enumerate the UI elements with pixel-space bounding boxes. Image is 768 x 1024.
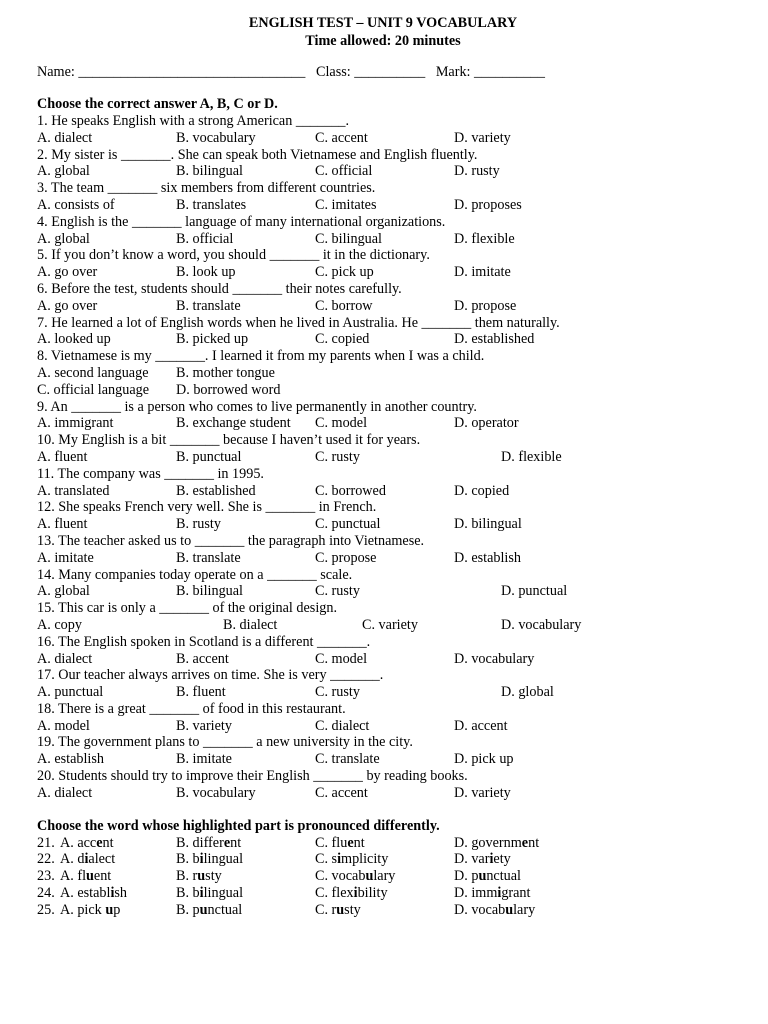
option-d[interactable]: D. imitate bbox=[454, 264, 511, 281]
option-c[interactable]: C. model bbox=[315, 415, 368, 432]
option-c[interactable] bbox=[315, 835, 365, 852]
option-a[interactable] bbox=[60, 902, 120, 919]
time-allowed: Time allowed: 20 minutes bbox=[305, 33, 461, 49]
word-part: alect bbox=[88, 851, 116, 868]
answer-options bbox=[37, 651, 737, 668]
option-a[interactable]: A. fluent bbox=[37, 516, 88, 533]
option-d[interactable]: D. borrowed word bbox=[176, 381, 281, 398]
highlighted-letters: i bbox=[489, 851, 494, 868]
option-a[interactable]: A. global bbox=[37, 230, 90, 247]
highlighted-letters: i bbox=[199, 885, 204, 902]
highlighted-letters: i bbox=[337, 851, 342, 868]
option-c[interactable]: C. accent bbox=[315, 129, 368, 146]
option-b[interactable]: B. mother tongue bbox=[176, 364, 275, 381]
option-a[interactable]: A. go over bbox=[37, 297, 98, 314]
word-part: C. flu bbox=[315, 834, 348, 851]
question-text: 8. Vietnamese is my _______. I learned it from my parents when I was a child. bbox=[37, 348, 485, 365]
option-a[interactable] bbox=[60, 835, 114, 852]
answer-options bbox=[37, 163, 737, 180]
option-a[interactable] bbox=[60, 885, 127, 902]
option-b[interactable]: B. punctual bbox=[176, 448, 242, 465]
highlighted-letters: u bbox=[478, 868, 487, 885]
answer-options bbox=[37, 718, 737, 735]
option-b[interactable]: B. variety bbox=[176, 717, 232, 734]
highlighted-letters: u bbox=[365, 868, 374, 885]
option-c[interactable]: C. rusty bbox=[315, 448, 360, 465]
word-part: bility bbox=[357, 885, 388, 902]
option-a[interactable]: A. dialect bbox=[37, 784, 93, 801]
option-c[interactable]: C. accent bbox=[315, 784, 368, 801]
word-part: sh bbox=[114, 885, 128, 902]
section-2-heading: Choose the word whose highlighted part is pronounced differently. bbox=[37, 817, 440, 834]
word-part: B. p bbox=[176, 901, 200, 918]
option-b[interactable]: B. translate bbox=[176, 549, 241, 566]
word-part: grant bbox=[501, 885, 531, 902]
word-part: p bbox=[113, 901, 121, 918]
option-c[interactable] bbox=[315, 868, 395, 885]
word-part: D. vocab bbox=[454, 901, 506, 918]
word-part: nt bbox=[353, 834, 365, 851]
option-b[interactable]: B. official bbox=[176, 230, 234, 247]
answer-options-row bbox=[37, 365, 737, 382]
option-d[interactable] bbox=[454, 885, 530, 902]
answer-options bbox=[37, 449, 737, 466]
answer-options-row bbox=[37, 382, 737, 399]
option-c[interactable]: C. bilingual bbox=[315, 230, 382, 247]
highlighted-letters: u bbox=[505, 901, 514, 918]
option-b[interactable]: B. bilingual bbox=[176, 583, 243, 600]
word-part: A. fl bbox=[60, 868, 87, 885]
option-d[interactable] bbox=[454, 902, 535, 919]
question-text: 16. The English spoken in Scotland is a different _______. bbox=[37, 633, 371, 650]
option-d[interactable]: D. punctual bbox=[501, 583, 568, 600]
option-c[interactable] bbox=[315, 851, 388, 868]
option-d[interactable]: D. variety bbox=[454, 784, 511, 801]
option-b[interactable] bbox=[176, 835, 241, 852]
word-part: C. vocab bbox=[315, 868, 366, 885]
option-d[interactable] bbox=[454, 868, 521, 885]
highlighted-letters: u bbox=[197, 868, 206, 885]
option-d[interactable]: D. flexible bbox=[454, 230, 515, 247]
option-b[interactable]: B. look up bbox=[176, 264, 236, 281]
worksheet-page bbox=[37, 14, 737, 919]
word-part: ety bbox=[493, 851, 511, 868]
word-part: C. r bbox=[315, 901, 337, 918]
option-d[interactable] bbox=[454, 851, 511, 868]
option-d[interactable]: D. vocabulary bbox=[454, 650, 535, 667]
pronunciation-question bbox=[37, 835, 737, 852]
question-text: 11. The company was _______ in 1995. bbox=[37, 465, 264, 482]
option-a[interactable]: A. dialect bbox=[37, 650, 93, 667]
word-part: C. s bbox=[315, 851, 338, 868]
option-c[interactable]: C. dialect bbox=[315, 717, 370, 734]
answer-options bbox=[37, 130, 737, 147]
answer-options bbox=[37, 483, 737, 500]
option-b[interactable]: B. translates bbox=[176, 196, 247, 213]
option-c[interactable]: C. rusty bbox=[315, 684, 360, 701]
highlighted-letters: u bbox=[199, 901, 208, 918]
question-text: 5. If you don’t know a word, you should _______ it in the dictionary. bbox=[37, 247, 430, 264]
option-d[interactable]: D. bilingual bbox=[454, 516, 522, 533]
pronunciation-question bbox=[37, 902, 737, 919]
answer-options bbox=[37, 231, 737, 248]
option-b[interactable]: B. vocabulary bbox=[176, 129, 256, 146]
option-d[interactable]: D. global bbox=[501, 684, 554, 701]
question-number: 25. bbox=[37, 901, 55, 918]
question-text: 9. An _______ is a person who comes to live permanently in another country. bbox=[37, 398, 477, 415]
highlighted-letters: i bbox=[199, 851, 204, 868]
option-a[interactable]: A. imitate bbox=[37, 549, 94, 566]
option-a[interactable]: A. second language bbox=[37, 364, 149, 381]
option-c[interactable]: C. propose bbox=[315, 549, 377, 566]
option-b[interactable]: B. bilingual bbox=[176, 163, 243, 180]
answer-options bbox=[37, 516, 737, 533]
question-text: 2. My sister is _______. She can speak both Vietnamese and English fluently. bbox=[37, 146, 478, 163]
question-text: 18. There is a great _______ of food in this restaurant. bbox=[37, 700, 346, 717]
option-c[interactable]: C. borrow bbox=[315, 297, 373, 314]
option-a[interactable] bbox=[60, 851, 115, 868]
word-part: nctual bbox=[486, 868, 521, 885]
option-c[interactable]: C. translate bbox=[315, 751, 380, 768]
option-c[interactable]: C. model bbox=[315, 650, 368, 667]
option-d[interactable]: D. accent bbox=[454, 717, 508, 734]
option-c[interactable]: C. official language bbox=[37, 381, 150, 398]
question-text: 17. Our teacher always arrives on time. She is very _______. bbox=[37, 667, 384, 684]
page-title: ENGLISH TEST – UNIT 9 VOCABULARY bbox=[248, 15, 518, 31]
word-part: B. b bbox=[176, 851, 200, 868]
option-b[interactable]: B. imitate bbox=[176, 751, 232, 768]
option-b[interactable]: B. picked up bbox=[176, 331, 249, 348]
option-d[interactable]: D. pick up bbox=[454, 751, 514, 768]
word-part: A. pick bbox=[60, 901, 106, 918]
word-part: sty bbox=[205, 868, 222, 885]
word-part: C. flex bbox=[315, 885, 354, 902]
answer-options bbox=[37, 415, 737, 432]
option-c[interactable] bbox=[315, 902, 361, 919]
word-part: ent bbox=[93, 868, 112, 885]
question-text: 19. The government plans to _______ a new university in the city. bbox=[37, 734, 413, 751]
highlighted-letters: i bbox=[110, 885, 115, 902]
option-c[interactable]: C. borrowed bbox=[315, 482, 386, 499]
word-part: D. imm bbox=[454, 885, 498, 902]
option-d[interactable]: D. propose bbox=[454, 297, 517, 314]
option-d[interactable]: D. proposes bbox=[454, 196, 522, 213]
word-part: D. p bbox=[454, 868, 479, 885]
option-b[interactable] bbox=[176, 868, 222, 885]
highlighted-letters: e bbox=[96, 834, 103, 851]
option-c[interactable]: C. rusty bbox=[315, 583, 360, 600]
highlighted-letters: u bbox=[336, 901, 345, 918]
option-c[interactable] bbox=[315, 885, 388, 902]
word-part: nt bbox=[230, 834, 242, 851]
option-d[interactable]: D. establish bbox=[454, 549, 521, 566]
answer-options bbox=[37, 583, 737, 600]
question-text: 15. This car is only a _______ of the original design. bbox=[37, 600, 337, 617]
question-text: 7. He learned a lot of English words when he lived in Australia. He _______ them naturally. bbox=[37, 314, 560, 331]
word-part: D. governm bbox=[454, 834, 522, 851]
option-c[interactable]: C. imitates bbox=[315, 196, 377, 213]
pronunciation-question bbox=[37, 868, 737, 885]
option-b[interactable]: B. vocabulary bbox=[176, 784, 256, 801]
highlighted-letters: e bbox=[347, 834, 354, 851]
word-part: sty bbox=[344, 901, 361, 918]
word-part: A. acc bbox=[60, 834, 97, 851]
word-part: lingual bbox=[203, 885, 244, 902]
option-c[interactable]: C. pick up bbox=[315, 264, 374, 281]
answer-options bbox=[37, 684, 737, 701]
option-d[interactable]: D. variety bbox=[454, 129, 511, 146]
option-d[interactable]: D. flexible bbox=[501, 448, 562, 465]
option-a[interactable]: A. punctual bbox=[37, 684, 104, 701]
option-d[interactable]: D. vocabulary bbox=[501, 616, 582, 633]
highlighted-letters: i bbox=[353, 885, 358, 902]
pronunciation-question bbox=[37, 851, 737, 868]
pronunciation-question bbox=[37, 885, 737, 902]
option-b[interactable]: B. exchange student bbox=[176, 415, 291, 432]
option-d[interactable]: D. established bbox=[454, 331, 535, 348]
highlighted-letters: e bbox=[521, 834, 529, 851]
answer-options bbox=[37, 550, 737, 567]
word-part: B. differ bbox=[176, 834, 224, 851]
option-d[interactable]: D. copied bbox=[454, 482, 510, 499]
question-text: 3. The team _______ six members from different countries. bbox=[37, 180, 376, 197]
answer-options bbox=[37, 264, 737, 281]
option-a[interactable]: A. establish bbox=[37, 751, 104, 768]
question-text: 4. English is the _______ language of many international organizations. bbox=[37, 213, 446, 230]
test-header bbox=[29, 14, 737, 50]
answer-options bbox=[37, 197, 737, 214]
option-a[interactable]: A. global bbox=[37, 583, 90, 600]
word-part: lingual bbox=[203, 851, 244, 868]
option-a[interactable]: A. immigrant bbox=[37, 415, 114, 432]
option-a[interactable]: A. copy bbox=[37, 616, 82, 633]
option-a[interactable]: A. model bbox=[37, 717, 90, 734]
word-part: nt bbox=[528, 834, 540, 851]
word-part: nt bbox=[102, 834, 114, 851]
section-1-questions bbox=[37, 113, 737, 802]
answer-options bbox=[37, 617, 737, 634]
option-b[interactable]: B. rusty bbox=[176, 516, 221, 533]
answer-options bbox=[37, 751, 737, 768]
question-number: 24. bbox=[37, 885, 55, 902]
student-info-line: Name: ________________________________ Class: __________ Mark: __________ bbox=[37, 64, 545, 80]
word-part: B. b bbox=[176, 885, 200, 902]
option-b[interactable]: B. accent bbox=[176, 650, 229, 667]
question-text: 20. Students should try to improve their English _______ by reading books. bbox=[37, 768, 468, 785]
section-1-heading: Choose the correct answer A, B, C or D. bbox=[37, 96, 278, 112]
option-b[interactable]: B. fluent bbox=[176, 684, 226, 701]
highlighted-letters: u bbox=[105, 901, 114, 918]
question-text: 10. My English is a bit _______ because I haven’t used it for years. bbox=[37, 432, 421, 449]
word-part: A. establ bbox=[60, 885, 111, 902]
question-text: 13. The teacher asked us to _______ the paragraph into Vietnamese. bbox=[37, 532, 425, 549]
question-text: 14. Many companies today operate on a _______ scale. bbox=[37, 566, 353, 583]
word-part: lary bbox=[373, 868, 396, 885]
answer-options bbox=[37, 298, 737, 315]
word-part: lary bbox=[513, 901, 536, 918]
question-number: 22. bbox=[37, 851, 55, 868]
option-d[interactable] bbox=[454, 835, 539, 852]
option-a[interactable]: A. fluent bbox=[37, 448, 88, 465]
option-c[interactable]: C. punctual bbox=[315, 516, 381, 533]
option-c[interactable]: C. variety bbox=[362, 616, 418, 633]
option-a[interactable]: A. consists of bbox=[37, 196, 115, 213]
highlighted-letters: i bbox=[497, 885, 502, 902]
option-a[interactable]: A. go over bbox=[37, 264, 98, 281]
question-number: 21. bbox=[37, 834, 55, 851]
option-d[interactable]: D. operator bbox=[454, 415, 519, 432]
option-a[interactable]: A. dialect bbox=[37, 129, 93, 146]
option-a[interactable]: A. global bbox=[37, 163, 90, 180]
option-b[interactable] bbox=[176, 902, 242, 919]
option-c[interactable]: C. official bbox=[315, 163, 373, 180]
word-part: nctual bbox=[207, 901, 243, 918]
answer-options bbox=[37, 785, 737, 802]
question-number: 23. bbox=[37, 868, 55, 885]
highlighted-letters: i bbox=[84, 851, 89, 868]
section-2-questions bbox=[37, 835, 737, 919]
option-d[interactable]: D. rusty bbox=[454, 163, 500, 180]
option-c[interactable]: C. copied bbox=[315, 331, 370, 348]
question-text: 1. He speaks English with a strong American _______. bbox=[37, 113, 350, 129]
option-b[interactable] bbox=[176, 851, 243, 868]
option-a[interactable] bbox=[60, 868, 111, 885]
option-b[interactable]: B. established bbox=[176, 482, 256, 499]
word-part: D. var bbox=[454, 851, 490, 868]
word-part: A. d bbox=[60, 851, 85, 868]
word-part: B. r bbox=[176, 868, 198, 885]
option-b[interactable] bbox=[176, 885, 243, 902]
highlighted-letters: u bbox=[86, 868, 94, 885]
option-a[interactable]: A. looked up bbox=[37, 331, 111, 348]
question-text: 6. Before the test, students should _______ their notes carefully. bbox=[37, 280, 402, 297]
option-b[interactable]: B. dialect bbox=[223, 616, 278, 633]
answer-options bbox=[37, 331, 737, 348]
highlighted-letters: e bbox=[223, 834, 231, 851]
option-a[interactable]: A. translated bbox=[37, 482, 110, 499]
option-b[interactable]: B. translate bbox=[176, 297, 241, 314]
question-text: 12. She speaks French very well. She is _______ in French. bbox=[37, 499, 377, 516]
word-part: mplicity bbox=[341, 851, 389, 868]
